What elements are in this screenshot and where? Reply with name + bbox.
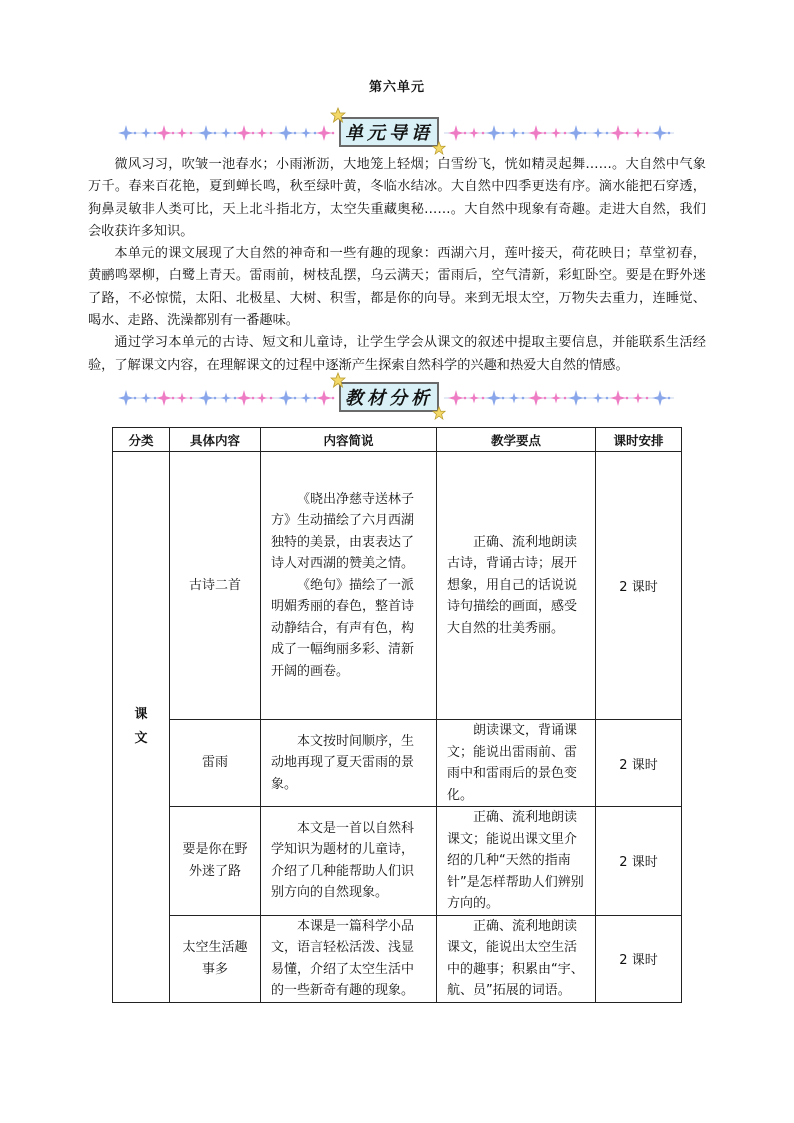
- header-content: 具体内容: [170, 428, 261, 452]
- sparkle-dot-icon: [172, 132, 175, 135]
- sparkle-icon: [593, 393, 604, 404]
- sparkle-dot-icon: [564, 132, 567, 135]
- sparkle-icon: [316, 125, 332, 141]
- lesson-title: 古诗二首: [170, 452, 261, 720]
- sparkle-dot-icon: [314, 132, 317, 135]
- sparkle-dot-icon: [154, 397, 157, 400]
- sparkle-icon: [528, 125, 544, 141]
- sparkle-dot-icon: [234, 132, 237, 135]
- teaching-points: [437, 915, 596, 1002]
- sparkle-dot-icon: [584, 132, 587, 135]
- intro-paragraph: 微风习习，吹皱一池春水；小雨淅沥，大地笼上轻烟；白雪纷飞，恍如精灵起舞……。大自然中气象万千。春来百花艳，夏到蝉长鸣，秋至绿叶黄，冬临水结冰。大自然中四季更迭有序。滴水能把石穿透，狗鼻灵敏非人类可比，天上北斗指北方，太空失重藏奥秘……。大自然中现象有奇趣。走进大自然，我们会收获许多知识。: [88, 157, 706, 239]
- teaching-points-text: 朗读课文，背诵课文；能说出雷雨前、雷雨中和雷雨后的景色变化。: [447, 723, 578, 803]
- sparkle-dot-icon: [522, 132, 525, 135]
- sparkle-icon: [528, 390, 544, 406]
- material-analysis-table: [112, 427, 682, 1003]
- star-icon: [432, 406, 446, 420]
- lesson-summary: [261, 720, 437, 807]
- sparkle-icon: [469, 128, 480, 139]
- sparkle-icon: [257, 128, 268, 139]
- sparkle-icon: [301, 128, 312, 139]
- sparkle-icon: [236, 125, 252, 141]
- teaching-points: [437, 720, 596, 807]
- star-icon: [432, 141, 446, 155]
- sparkle-icon: [448, 125, 464, 141]
- sparkle-dot-icon: [584, 397, 587, 400]
- lesson-summary: [261, 915, 437, 1002]
- sparkle-dot-icon: [154, 132, 157, 135]
- sparkle-dot-icon: [234, 397, 237, 400]
- sparkle-icon: [610, 390, 626, 406]
- lesson-hours: 2 课时: [596, 915, 682, 1002]
- lesson-hours: 2 课时: [596, 720, 682, 807]
- sparkle-dot-icon: [134, 132, 137, 135]
- unit-introduction: [88, 154, 706, 377]
- sparkle-icon: [469, 393, 480, 404]
- sparkle-dot-icon: [464, 397, 467, 400]
- sparkle-dot-icon: [252, 132, 255, 135]
- sparkle-icon: [316, 390, 332, 406]
- sparkle-icon: [652, 125, 668, 141]
- sparkle-icon: [156, 390, 172, 406]
- sparkle-icon: [633, 393, 644, 404]
- sparkle-dot-icon: [606, 397, 609, 400]
- sparkle-icon: [221, 128, 232, 139]
- sparkle-icon: [509, 128, 520, 139]
- summary-paragraph: 本文按时间顺序，生动地再现了夏天雷雨的景象。: [271, 733, 415, 792]
- sparkle-dot-icon: [172, 397, 175, 400]
- sparkle-icon: [257, 393, 268, 404]
- sparkle-dot-icon: [626, 397, 629, 400]
- table-row: [113, 915, 682, 1002]
- sparkle-dot-icon: [332, 132, 335, 135]
- sparkle-icon: [633, 128, 644, 139]
- sparkle-dot-icon: [502, 132, 505, 135]
- table-header-row: [113, 428, 682, 452]
- sparkle-icon: [198, 390, 214, 406]
- sparkle-icon: [652, 390, 668, 406]
- sparkle-icon: [486, 390, 502, 406]
- summary-paragraph: 《晓出净慈寺送林子方》生动描绘了六月西湖独特的美景，由衷表达了诗人对西湖的赞美之情。: [271, 491, 415, 572]
- sparkle-dot-icon: [134, 397, 137, 400]
- sparkle-dot-icon: [252, 397, 255, 400]
- table-row: [113, 807, 682, 916]
- intro-paragraph: 本单元的课文展现了大自然的神奇和一些有趣的现象：西湖六月，莲叶接天，荷花映日；草堂初春，黄鹂鸣翠柳，白鹭上青天。雷雨前，树枝乱摆，乌云满天；雷雨后，空气清新，彩虹卧空。要是在野外迷了路，不必惊慌，太阳、北极星、大树、积雪，都是你的向导。来到无垠太空，万物失去重力，连睡觉、喝水、走路、洗澡都别有一番趣味。: [88, 246, 706, 329]
- sparkle-dot-icon: [270, 397, 273, 400]
- unit-intro-title: 单元导语: [345, 123, 433, 144]
- table-row: [113, 452, 682, 720]
- sparkle-icon: [141, 128, 152, 139]
- sparkle-icon: [486, 125, 502, 141]
- lesson-title: 太空生活趣事多: [170, 915, 261, 1002]
- sparkle-dot-icon: [668, 397, 671, 400]
- unit-intro-title-box: [339, 117, 439, 147]
- sparkle-icon: [568, 125, 584, 141]
- sparkle-icon: [551, 128, 562, 139]
- unit-intro-banner: [112, 111, 682, 155]
- sparkle-dot-icon: [332, 397, 335, 400]
- unit-title: 第六单元: [368, 80, 425, 95]
- sparkle-dot-icon: [190, 397, 193, 400]
- header-summary: 内容简说: [261, 428, 437, 452]
- sparkle-dot-icon: [214, 397, 217, 400]
- category-label: 课文: [134, 706, 148, 746]
- teaching-points: [437, 452, 596, 720]
- star-icon: [330, 372, 346, 388]
- sparkle-icon: [448, 390, 464, 406]
- sparkle-dot-icon: [544, 132, 547, 135]
- material-analysis-banner: [112, 376, 682, 420]
- sparkle-icon: [118, 390, 134, 406]
- summary-paragraph: 本文是一首以自然科学知识为题材的儿童诗，介绍了几种能帮助人们识别方向的自然现象。: [271, 820, 415, 901]
- sparkle-icon: [177, 128, 188, 139]
- summary-paragraph: 《绝句》描绘了一派明媚秀丽的春色，整首诗动静结合，有声有色，构成了一幅绚丽多彩、清新开阔的画卷。: [271, 577, 415, 679]
- header-category: 分类: [113, 428, 170, 452]
- sparkle-icon: [509, 393, 520, 404]
- sparkle-dot-icon: [646, 132, 649, 135]
- sparkle-dot-icon: [522, 397, 525, 400]
- sparkle-dot-icon: [564, 397, 567, 400]
- sparkle-dot-icon: [314, 397, 317, 400]
- sparkle-dot-icon: [482, 132, 485, 135]
- sparkle-icon: [221, 393, 232, 404]
- intro-paragraph: 通过学习本单元的古诗、短文和儿童诗，让学生学会从课文的叙述中提取主要信息，并能联系生活经验，了解课文内容，在理解课文的过程中逐渐产生探索自然科学的兴趣和热爱大自然的情感。: [88, 335, 706, 373]
- sparkle-dot-icon: [294, 132, 297, 135]
- sparkle-dot-icon: [190, 132, 193, 135]
- table-row: [113, 720, 682, 807]
- sparkle-icon: [610, 125, 626, 141]
- sparkle-dot-icon: [502, 397, 505, 400]
- sparkle-icon: [141, 393, 152, 404]
- sparkle-icon: [551, 393, 562, 404]
- material-analysis-title: 教材分析: [345, 388, 433, 409]
- header-hours: 课时安排: [596, 428, 682, 452]
- sparkle-dot-icon: [270, 132, 273, 135]
- sparkle-dot-icon: [646, 397, 649, 400]
- sparkle-dot-icon: [214, 132, 217, 135]
- sparkle-dot-icon: [482, 397, 485, 400]
- sparkle-icon: [593, 128, 604, 139]
- sparkle-icon: [198, 125, 214, 141]
- summary-paragraph: 本课是一篇科学小品文，语言轻松活泼、浅显易懂，介绍了太空生活中的一些新奇有趣的现象。: [271, 918, 415, 998]
- sparkle-dot-icon: [464, 132, 467, 135]
- sparkle-dot-icon: [668, 132, 671, 135]
- lesson-summary: [261, 452, 437, 720]
- star-icon: [330, 107, 346, 123]
- sparkle-dot-icon: [544, 397, 547, 400]
- material-analysis-title-box: [339, 382, 439, 412]
- sparkle-icon: [301, 393, 312, 404]
- lesson-hours: 2 课时: [596, 807, 682, 916]
- teaching-points-text: 正确、流利地朗读课文，能说出太空生活中的趣事；积累由“宇、航、员”拓展的词语。: [447, 918, 584, 998]
- sparkle-dot-icon: [626, 132, 629, 135]
- sparkle-icon: [278, 125, 294, 141]
- category-cell: [113, 452, 170, 1003]
- sparkle-icon: [156, 125, 172, 141]
- lesson-hours: 2 课时: [596, 452, 682, 720]
- teaching-points-text: 正确、流利地朗读古诗，背诵古诗；展开想象，用自己的话说说诗句描绘的画面，感受大自然的壮美秀丽。: [447, 534, 578, 636]
- sparkle-dot-icon: [606, 132, 609, 135]
- teaching-points-text: 正确、流利地朗读课文；能说出课文里介绍的几种“天然的指南针”是怎样帮助人们辨别方向的。: [447, 810, 584, 911]
- sparkle-dot-icon: [294, 397, 297, 400]
- sparkle-icon: [236, 390, 252, 406]
- lesson-title: 要是你在野外迷了路: [170, 807, 261, 916]
- teaching-points: [437, 807, 596, 916]
- lesson-title: 雷雨: [170, 720, 261, 807]
- sparkle-icon: [177, 393, 188, 404]
- sparkle-icon: [278, 390, 294, 406]
- sparkle-icon: [568, 390, 584, 406]
- header-teaching-points: 教学要点: [437, 428, 596, 452]
- lesson-summary: [261, 807, 437, 916]
- sparkle-icon: [118, 125, 134, 141]
